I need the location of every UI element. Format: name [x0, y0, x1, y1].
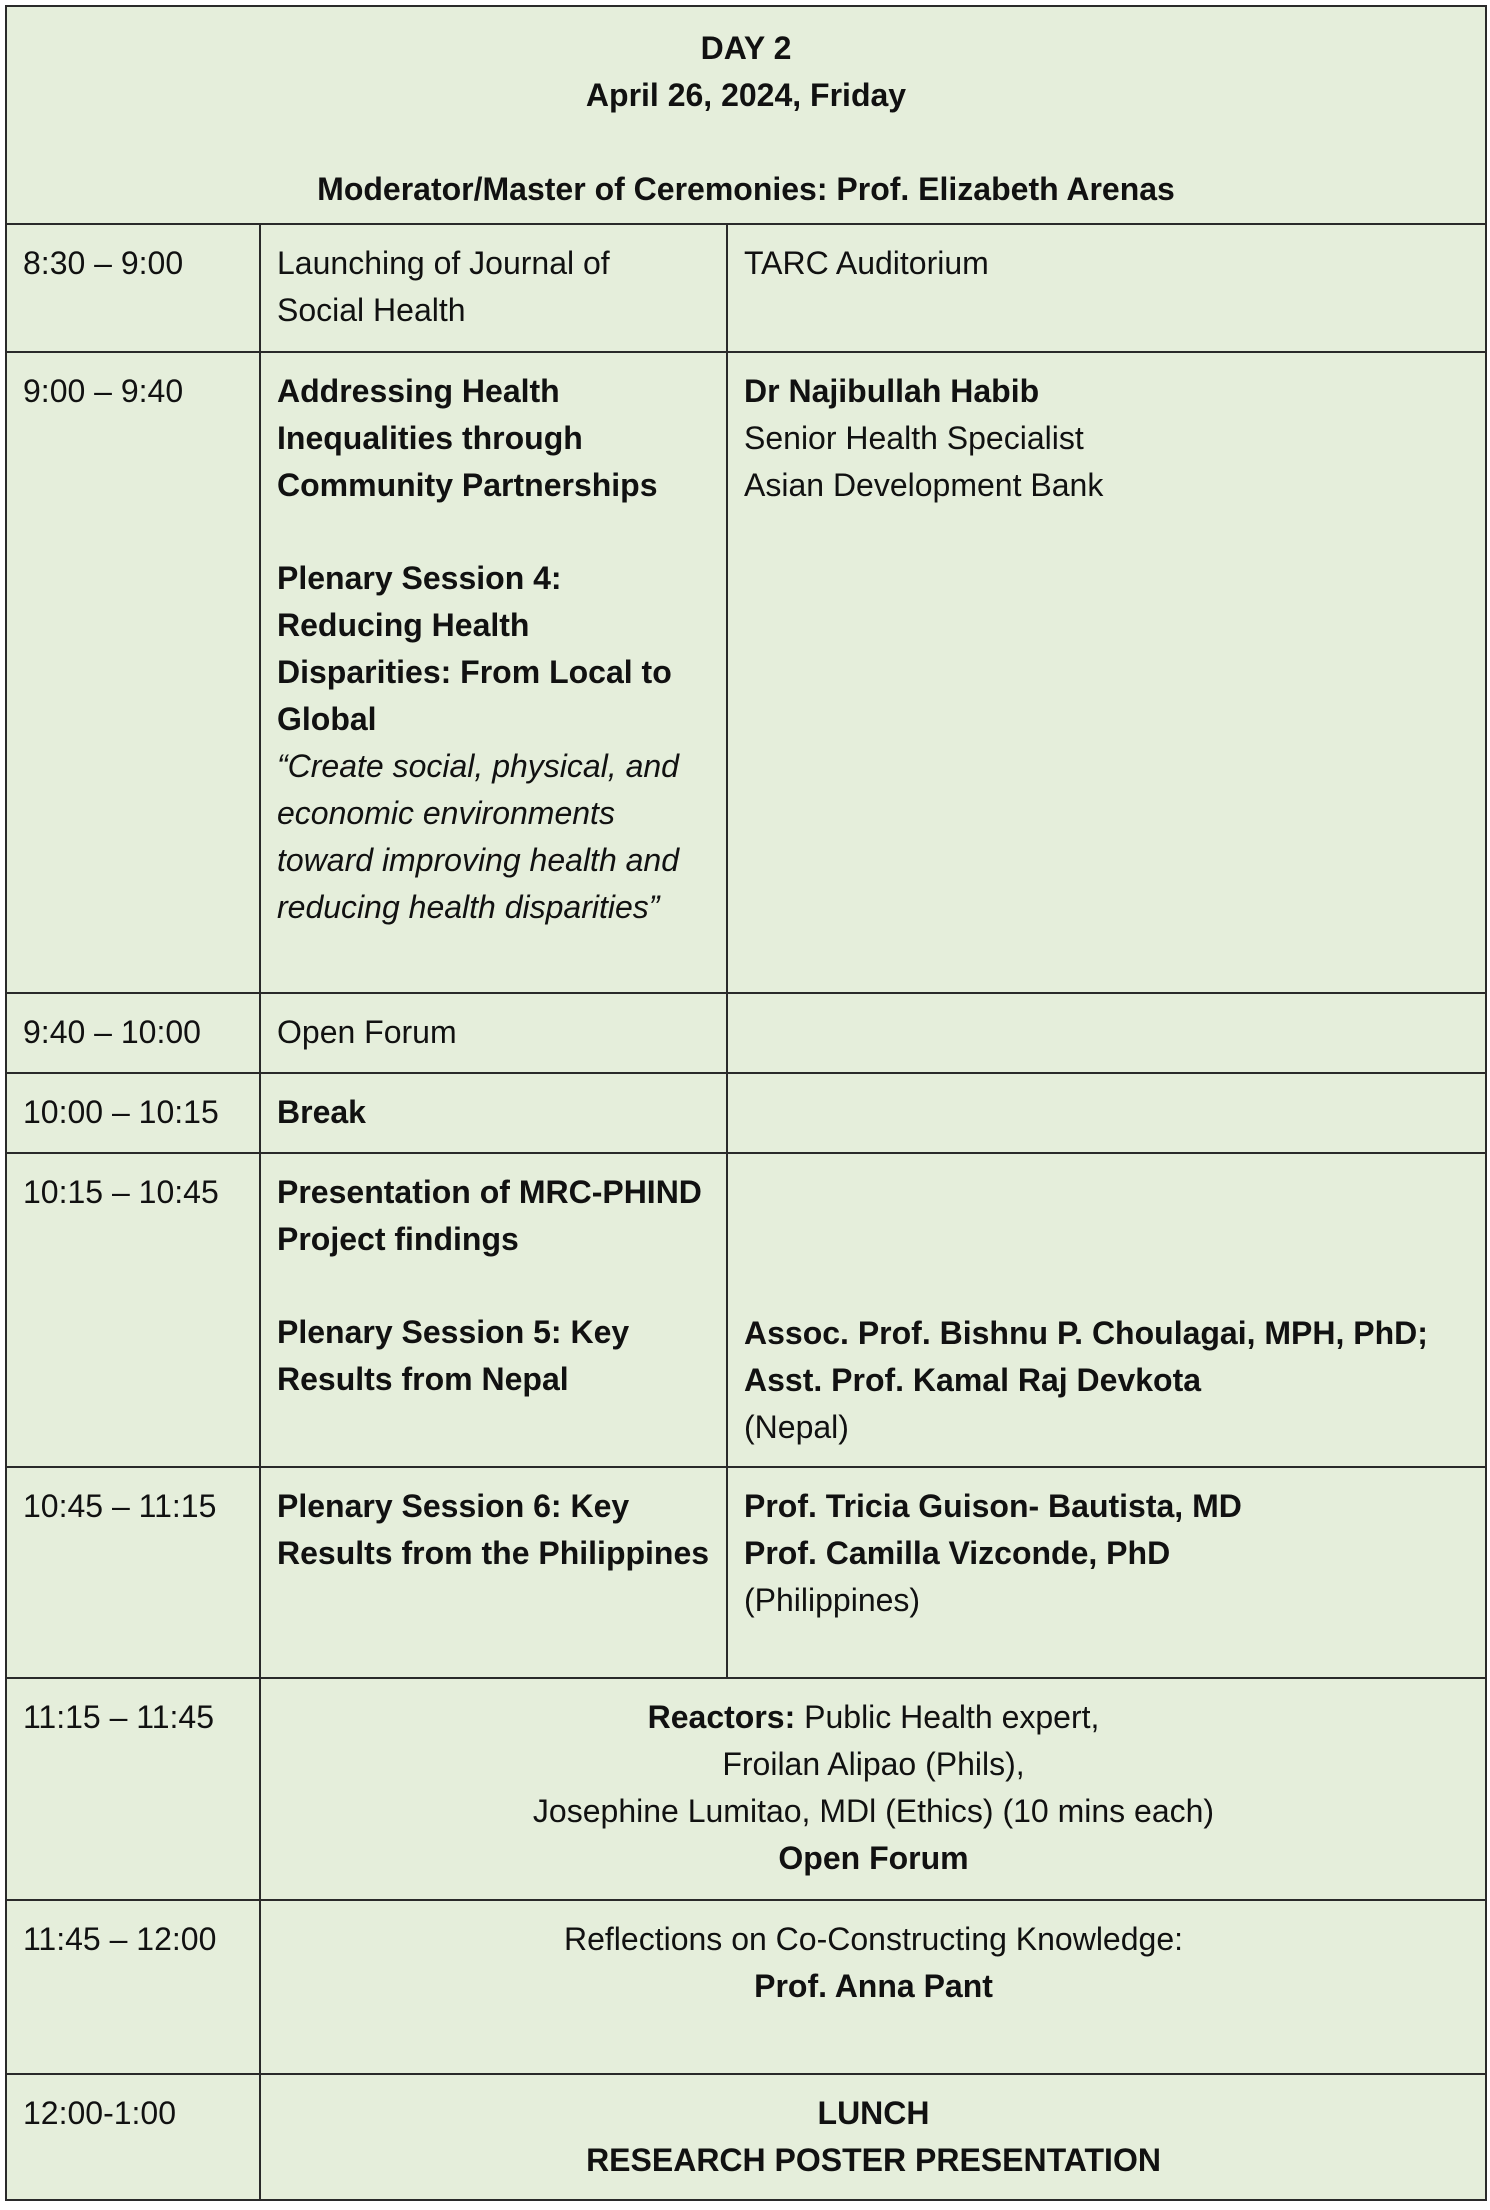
session-title: Plenary Session 5: Key Results from Nepal	[277, 1314, 630, 1397]
reactors-label: Reactors:	[647, 1699, 796, 1735]
reactors-line: Josephine Lumitao, MDl (Ethics) (10 mins each)	[532, 1793, 1215, 1829]
topic-line: Social Health	[277, 292, 466, 328]
reactors-line	[277, 1694, 1470, 1741]
reactors-cell	[260, 1678, 1486, 1900]
time-cell: 10:45 – 11:15	[6, 1467, 260, 1678]
speaker-name: Asst. Prof. Kamal Raj Devkota	[744, 1362, 1202, 1398]
topic-cell	[260, 352, 727, 993]
table-row	[6, 1900, 1486, 2074]
reflection-text: Reflections on Co-Constructing Knowledge:	[564, 1921, 1183, 1957]
time-cell: 10:00 – 10:15	[6, 1073, 260, 1153]
time-cell: 11:45 – 12:00	[6, 1900, 260, 2074]
lunch-label: LUNCH	[817, 2095, 930, 2131]
agenda-sheet	[5, 5, 1485, 2201]
time-cell: 8:30 – 9:00	[6, 224, 260, 352]
open-forum-label: Open Forum	[778, 1840, 969, 1876]
moderator-line: Moderator/Master of Ceremonies: Prof. Elizabeth Arenas	[317, 171, 1175, 207]
reactors-line: Froilan Alipao (Phils),	[722, 1746, 1025, 1782]
speaker-country: (Philippines)	[744, 1582, 921, 1618]
time-cell: 11:15 – 11:45	[6, 1678, 260, 1900]
time-cell: 10:15 – 10:45	[6, 1153, 260, 1467]
topic-cell	[260, 1153, 727, 1467]
speaker-country: (Nepal)	[744, 1409, 849, 1445]
speaker-org: Asian Development Bank	[744, 467, 1104, 503]
day-title: DAY 2	[700, 30, 792, 66]
speaker-cell	[727, 352, 1486, 993]
topic-cell: Open Forum	[260, 993, 727, 1073]
speaker-name: Prof. Tricia Guison- Bautista, MD	[744, 1488, 1242, 1524]
speaker-cell	[727, 1467, 1486, 1678]
agenda-header-row	[6, 6, 1486, 224]
table-row	[6, 1073, 1486, 1153]
topic-cell	[260, 224, 727, 352]
time-cell: 9:40 – 10:00	[6, 993, 260, 1073]
empty-cell	[727, 1073, 1486, 1153]
speaker-name: Dr Najibullah Habib	[744, 373, 1040, 409]
session-title: Plenary Session 4: Reducing Health Disparities: From Local to Global	[277, 560, 672, 737]
empty-cell	[727, 993, 1486, 1073]
reflection-speaker: Prof. Anna Pant	[754, 1968, 993, 2004]
topic-line: Launching of Journal of	[277, 245, 610, 281]
topic-title: Presentation of MRC-PHIND Project findings	[277, 1174, 702, 1257]
reactors-text: Public Health expert,	[795, 1699, 1100, 1735]
table-row	[6, 2074, 1486, 2200]
table-row	[6, 1678, 1486, 1900]
session-title: Plenary Session 6: Key Results from the Philippines	[260, 1467, 727, 1678]
speaker-cell	[727, 1153, 1486, 1467]
table-row	[6, 352, 1486, 993]
table-row	[6, 224, 1486, 352]
agenda-table	[5, 5, 1487, 2201]
topic-title: Addressing Health Inequalities through Community Partnerships	[277, 373, 658, 503]
session-quote: “Create social, physical, and economic environments toward improving health and reducing health disparities”	[277, 748, 680, 925]
table-row	[6, 1153, 1486, 1467]
table-row	[6, 993, 1486, 1073]
agenda-header	[6, 6, 1486, 224]
time-cell: 9:00 – 9:40	[6, 352, 260, 993]
topic-cell: Break	[260, 1073, 727, 1153]
speaker-name: Prof. Camilla Vizconde, PhD	[744, 1535, 1171, 1571]
venue-cell: TARC Auditorium	[727, 224, 1486, 352]
speaker-name: Assoc. Prof. Bishnu P. Choulagai, MPH, PhD;	[744, 1315, 1428, 1351]
reflection-cell	[260, 1900, 1486, 2074]
poster-label: RESEARCH POSTER PRESENTATION	[586, 2142, 1161, 2178]
table-row	[6, 1467, 1486, 1678]
date-title: April 26, 2024, Friday	[585, 77, 907, 113]
lunch-cell	[260, 2074, 1486, 2200]
time-cell: 12:00-1:00	[6, 2074, 260, 2200]
speaker-role: Senior Health Specialist	[744, 420, 1084, 456]
